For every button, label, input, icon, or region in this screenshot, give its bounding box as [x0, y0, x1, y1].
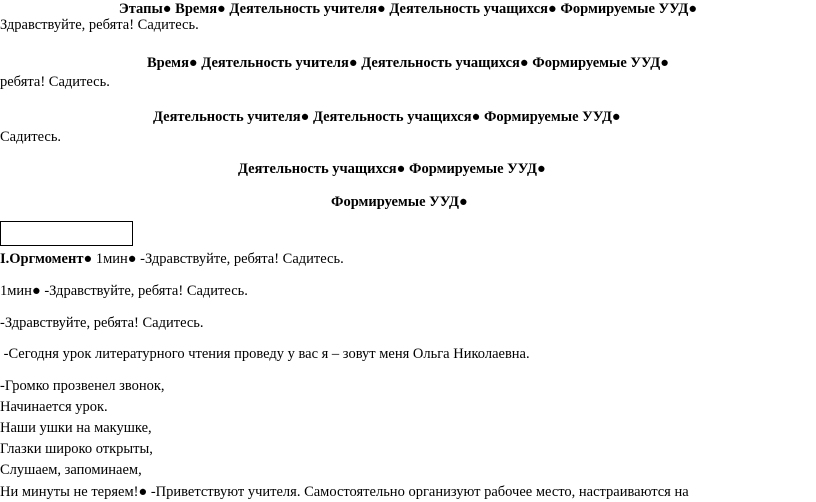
greeting-row-2: ребята! Садитесь. — [0, 74, 110, 90]
text-line-6: Наши ушки на макушке, — [0, 420, 152, 436]
orgmoment-row — [0, 250, 344, 268]
text-line-1: 1мин● -Здравствуйте, ребята! Садитесь. — [0, 283, 248, 299]
header-row-2: Время● Деятельность учителя● Деятельность учащихся● Формируемые УУД● — [147, 55, 669, 71]
text-line-5: Начинается урок. — [0, 399, 108, 415]
text-line-4: -Громко прозвенел звонок, — [0, 378, 165, 394]
header-row-5: Формируемые УУД● — [331, 194, 468, 210]
header-row-3: Деятельность учителя● Деятельность учащихся● Формируемые УУД● — [153, 109, 621, 125]
header-row-1: Этапы● Время● Деятельность учителя● Деятельность учащихся● Формируемые УУД● — [118, 1, 698, 17]
text-line-8: Слушаем, запоминаем, — [0, 462, 142, 478]
text-line-2: -Здравствуйте, ребята! Садитесь. — [0, 315, 204, 331]
orgmoment-title: I.Оргмомент — [0, 251, 84, 267]
empty-box — [0, 221, 133, 246]
orgmoment-rest: ● 1мин● -Здравствуйте, ребята! Садитесь. — [83, 251, 344, 267]
header-row-4: Деятельность учащихся● Формируемые УУД● — [238, 161, 546, 177]
greeting-row-3: Садитесь. — [0, 129, 62, 145]
text-line-3: -Сегодня урок литературного чтения проведу у вас я – зовут меня Ольга Николаевна. — [0, 346, 530, 362]
text-line-7: Глазки широко открыты, — [0, 441, 153, 457]
greeting-row-1: Здравствуйте, ребята! Садитесь. — [0, 17, 199, 33]
text-line-9: Ни минуты не теряем!● -Приветствуют учителя. Самостоятельно организуют рабочее место, настраиваются на — [0, 484, 689, 500]
